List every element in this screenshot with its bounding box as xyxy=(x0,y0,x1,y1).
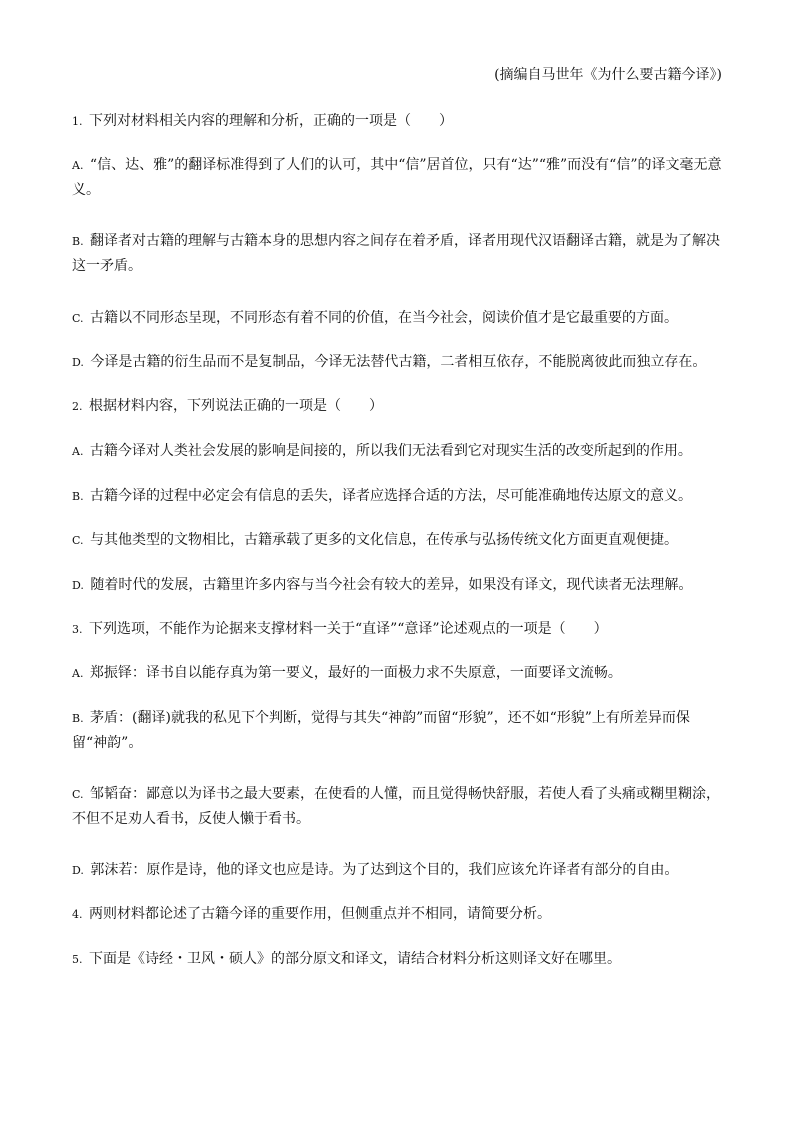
question-5-stem xyxy=(72,947,722,972)
option-label: D. xyxy=(72,579,84,592)
option-label: D. xyxy=(72,356,84,369)
question-1-option-b xyxy=(72,229,722,278)
question-3-option-b xyxy=(72,706,722,755)
option-text: 翻译者对古籍的理解与古籍本身的思想内容之间存在着矛盾，译者用现代汉语翻译古籍，就是为了解决这一矛盾。 xyxy=(72,233,721,274)
option-label: A. xyxy=(72,667,84,680)
question-stem-text: 下列对材料相关内容的理解和分析，正确的一项是（ ） xyxy=(88,113,453,129)
question-1-option-d xyxy=(72,350,722,375)
option-label: B. xyxy=(72,235,84,248)
source-citation: (摘编自马世年《为什么要古籍今译》) xyxy=(494,67,722,83)
option-text: 今译是古籍的衍生品而不是复制品，今译无法替代古籍，二者相互依存，不能脱离彼此而独立存在。 xyxy=(90,354,707,370)
option-label: C. xyxy=(72,534,84,547)
question-stem-text: 根据材料内容，下列说法正确的一项是（ ） xyxy=(88,398,383,414)
option-text: 郭沫若：原作是诗，他的译文也应是诗。为了达到这个目的，我们应该允许译者有部分的自由。 xyxy=(90,862,679,878)
question-3-option-c xyxy=(72,782,722,831)
question-2-option-b xyxy=(72,484,722,509)
option-label: C. xyxy=(72,312,84,325)
question-2-option-c xyxy=(72,528,722,553)
option-text: 随着时代的发展，古籍里许多内容与当今社会有较大的差异，如果没有译文，现代读者无法理解。 xyxy=(90,577,693,593)
option-text: 古籍今译对人类社会发展的影响是间接的，所以我们无法看到它对现实生活的改变所起到的作用。 xyxy=(89,443,692,459)
question-number: 5. xyxy=(72,953,83,966)
option-text: “信、达、雅”的翻译标准得到了人们的认可，其中“信”居首位，只有“达”“雅”而没有“信”的译文毫无意义。 xyxy=(72,157,722,198)
question-1-stem xyxy=(72,109,722,134)
option-label: A. xyxy=(72,445,84,458)
question-stem-text: 下列选项，不能作为论据来支撑材料一关于“直译”“意译”论述观点的一项是（ ） xyxy=(88,621,608,637)
question-2-stem xyxy=(72,394,722,419)
question-stem-text: 下面是《诗经・卫风・硕人》的部分原文和译文，请结合材料分析这则译文好在哪里。 xyxy=(88,951,621,967)
question-3-option-a xyxy=(72,661,722,686)
option-text: 古籍以不同形态呈现，不同形态有着不同的价值，在当今社会，阅读价值才是它最重要的方面。 xyxy=(89,310,678,326)
option-text: 古籍今译的过程中必定会有信息的丢失，译者应选择合适的方法，尽可能准确地传达原文的意义。 xyxy=(90,488,693,504)
option-label: A. xyxy=(72,159,84,172)
question-number: 3. xyxy=(72,623,83,636)
question-4-stem xyxy=(72,902,722,927)
question-2-option-d xyxy=(72,573,722,598)
question-3-stem xyxy=(72,617,722,642)
option-text: 与其他类型的文物相比，古籍承载了更多的文化信息，在传承与弘扬传统文化方面更直观便捷。 xyxy=(89,532,678,548)
option-label: D. xyxy=(72,864,84,877)
question-number: 2. xyxy=(72,400,83,413)
option-text: 郑振铎：译书自以能存真为第一要义，最好的一面极力求不失原意，一面要译文流畅。 xyxy=(89,665,622,681)
option-text: 茅盾：(翻译)就我的私见下个判断，觉得与其失“神韵”而留“形貌”，还不如“形貌”上有所差异而保留“神韵”。 xyxy=(72,710,690,751)
option-text: 邹韬奋：鄙意以为译书之最大要素，在使看的人懂，而且觉得畅快舒服，若使人看了头痛或糊里糊涂，不但不足劝人看书，反使人懒于看书。 xyxy=(72,786,720,827)
question-stem-text: 两则材料都论述了古籍今译的重要作用，但侧重点并不相同，请简要分析。 xyxy=(88,906,551,922)
option-label: B. xyxy=(72,712,84,725)
question-1-option-c xyxy=(72,306,722,331)
question-3-option-d xyxy=(72,858,722,883)
question-1-option-a xyxy=(72,153,722,202)
question-2-option-a xyxy=(72,439,722,464)
question-number: 1. xyxy=(72,115,83,128)
question-number: 4. xyxy=(72,908,83,921)
option-label: C. xyxy=(72,788,84,801)
option-label: B. xyxy=(72,490,84,503)
